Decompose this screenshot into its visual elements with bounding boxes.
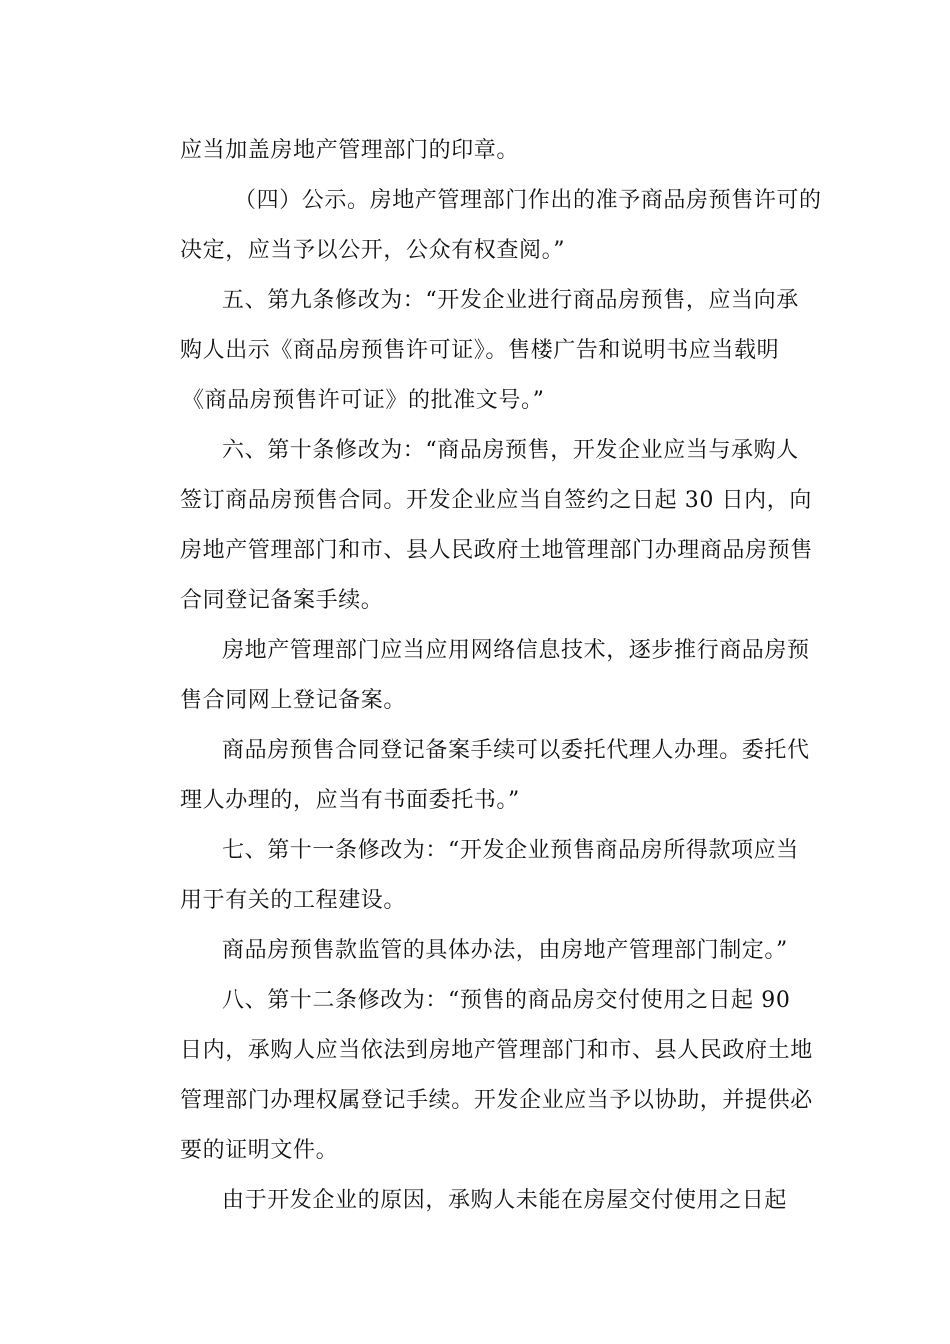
text-line: 由于开发企业的原因，承购人未能在房屋交付使用之日起: [222, 1188, 788, 1213]
text-line: 购人出示《商品房预售许可证》。售楼广告和说明书应当载明: [180, 338, 780, 363]
text-line: 要的证明文件。: [180, 1138, 339, 1163]
text-line: 理人办理的，应当有书面委托书。”: [180, 788, 520, 813]
text-line: 合同登记备案手续。: [180, 588, 384, 613]
text-line: 《商品房预售许可证》的批准文号。”: [182, 388, 545, 413]
text-line: 七、第十一条修改为：“开发企业预售商品房所得款项应当: [222, 838, 799, 863]
text-line: 管理部门办理权属登记手续。开发企业应当予以协助，并提供必: [180, 1088, 813, 1113]
text-line: 决定，应当予以公开，公众有权查阅。”: [180, 238, 566, 263]
text-line: 商品房预售合同登记备案手续可以委托代理人办理。委托代: [222, 738, 810, 763]
text-line: （四）公示。房地产管理部门作出的准予商品房预售许可的: [234, 188, 822, 213]
text-line: 用于有关的工程建设。: [180, 888, 407, 913]
text-line: 八、第十二条修改为：“预售的商品房交付使用之日起 90: [222, 988, 791, 1013]
text-line: 五、第九条修改为：“开发企业进行商品房预售，应当向承: [222, 288, 799, 313]
text-line: 签订商品房预售合同。开发企业应当自签约之日起 30 日内，向: [180, 488, 812, 513]
text-line: 六、第十条修改为：“商品房预售，开发企业应当与承购人: [222, 438, 799, 463]
text-line: 应当加盖房地产管理部门的印章。: [180, 138, 520, 163]
text-line: 售合同网上登记备案。: [180, 688, 407, 713]
text-line: 日内，承购人应当依法到房地产管理部门和市、县人民政府土地: [180, 1038, 813, 1063]
text-line: 房地产管理部门和市、县人民政府土地管理部门办理商品房预售: [180, 538, 813, 563]
text-line: 商品房预售款监管的具体办法，由房地产管理部门制定。”: [222, 938, 788, 963]
text-line: 房地产管理部门应当应用网络信息技术，逐步推行商品房预: [222, 638, 810, 663]
